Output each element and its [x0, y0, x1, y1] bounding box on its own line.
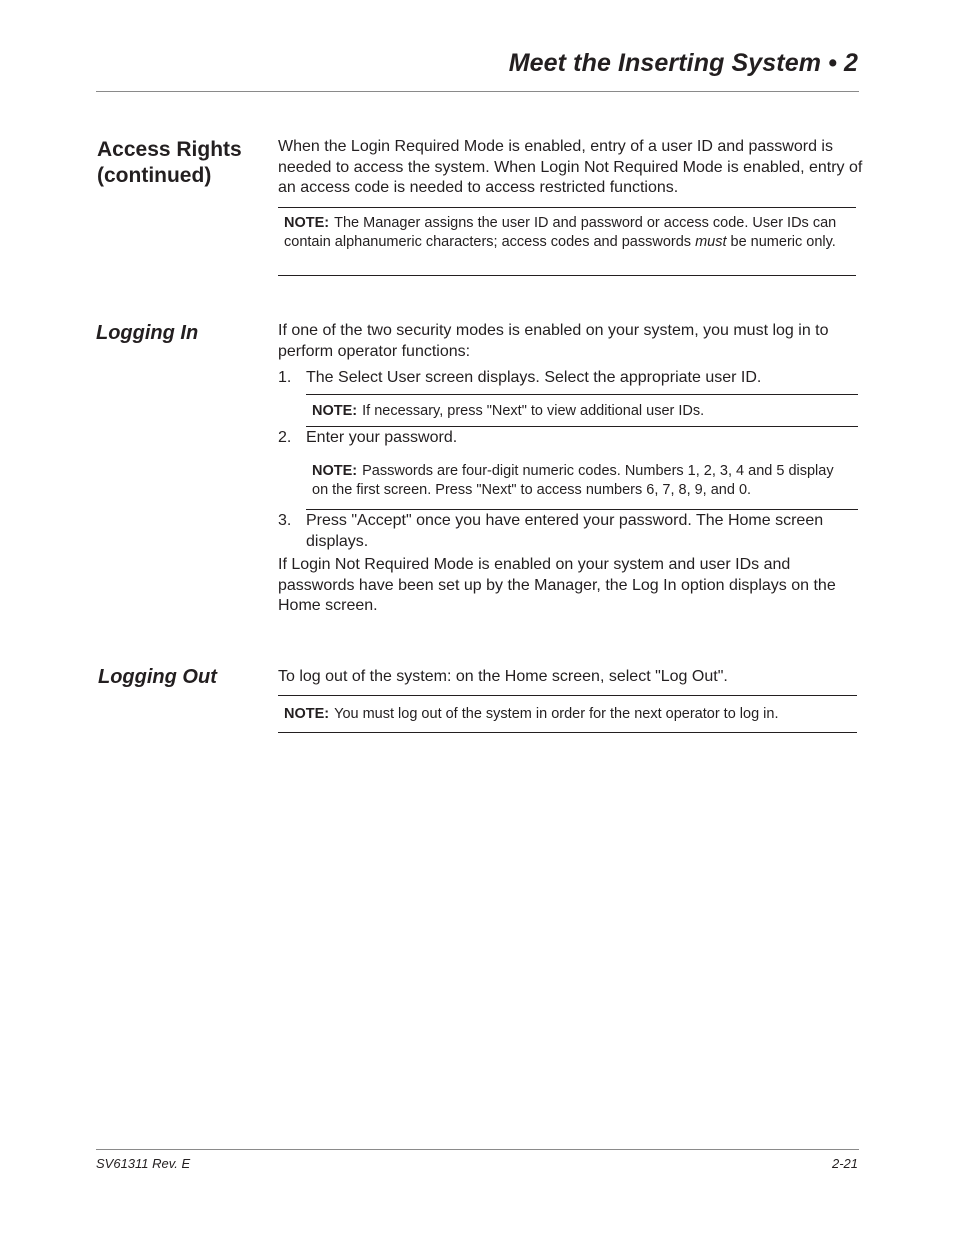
- step-2: [278, 428, 858, 449]
- note-emphasis: must: [695, 233, 727, 250]
- note-text: The Manager assigns the user ID and password or access code. User IDs can contain alphanumeric characters; access codes and passwords: [284, 215, 837, 250]
- access-rights-note: [278, 207, 856, 276]
- logging-out-note: [278, 695, 857, 733]
- note-label: NOTE:: [284, 215, 330, 231]
- note-label: NOTE:: [312, 463, 358, 479]
- section-heading-logging-in: Logging In: [96, 322, 199, 344]
- logging-in-intro: If one of the two security modes is enabled on your system, you must log in to perform operator functions:: [278, 322, 829, 360]
- note-label: NOTE:: [312, 403, 358, 419]
- chapter-title: Meet the Inserting System • 2: [508, 49, 858, 77]
- document-id: SV61311 Rev. E: [96, 1156, 191, 1171]
- step-number: 2.: [278, 429, 292, 446]
- step-3: [278, 511, 858, 552]
- access-rights-body: When the Login Required Mode is enabled, entry of a user ID and password is needed to access the system. When Login Not Required Mode is enabled, entry of an access code is needed to access restricted functions.: [278, 138, 863, 196]
- page-number: 2-21: [831, 1156, 858, 1171]
- heading-line-1: Access Rights: [97, 138, 242, 161]
- header-divider: [96, 91, 859, 92]
- section-heading-logging-out: Logging Out: [98, 666, 217, 688]
- note-text-end: be numeric only.: [730, 233, 836, 250]
- logging-out-body: To log out of the system: on the Home screen, select "Log Out".: [278, 668, 728, 685]
- note-label: NOTE:: [284, 706, 330, 722]
- logging-in-note-2: [306, 454, 858, 510]
- note-text: You must log out of the system in order for the next operator to log in.: [334, 706, 779, 722]
- heading-line-2: (continued): [97, 164, 212, 187]
- footer-divider: [96, 1149, 859, 1150]
- note-text: If necessary, press "Next" to view additional user IDs.: [362, 403, 705, 419]
- step-text: The Select User screen displays. Select the appropriate user ID.: [306, 369, 762, 386]
- step-number: 1.: [278, 369, 292, 386]
- section-heading-access-rights: [97, 137, 242, 189]
- step-text: Press "Accept" once you have entered your password. The Home screen displays.: [306, 512, 824, 550]
- note-text: Passwords are four-digit numeric codes. Numbers 1, 2, 3, 4 and 5 display on the first screen. Press "Next" to access numbers 6, 7, 8, 9, and 0.: [312, 463, 834, 498]
- step-text: Enter your password.: [306, 429, 458, 446]
- logging-in-outro: If Login Not Required Mode is enabled on your system and user IDs and passwords have been set up by the Manager, the Log In option displays on the Home screen.: [278, 556, 836, 614]
- step-number: 3.: [278, 512, 292, 529]
- step-1: [278, 368, 858, 389]
- logging-in-note-1: [306, 394, 858, 427]
